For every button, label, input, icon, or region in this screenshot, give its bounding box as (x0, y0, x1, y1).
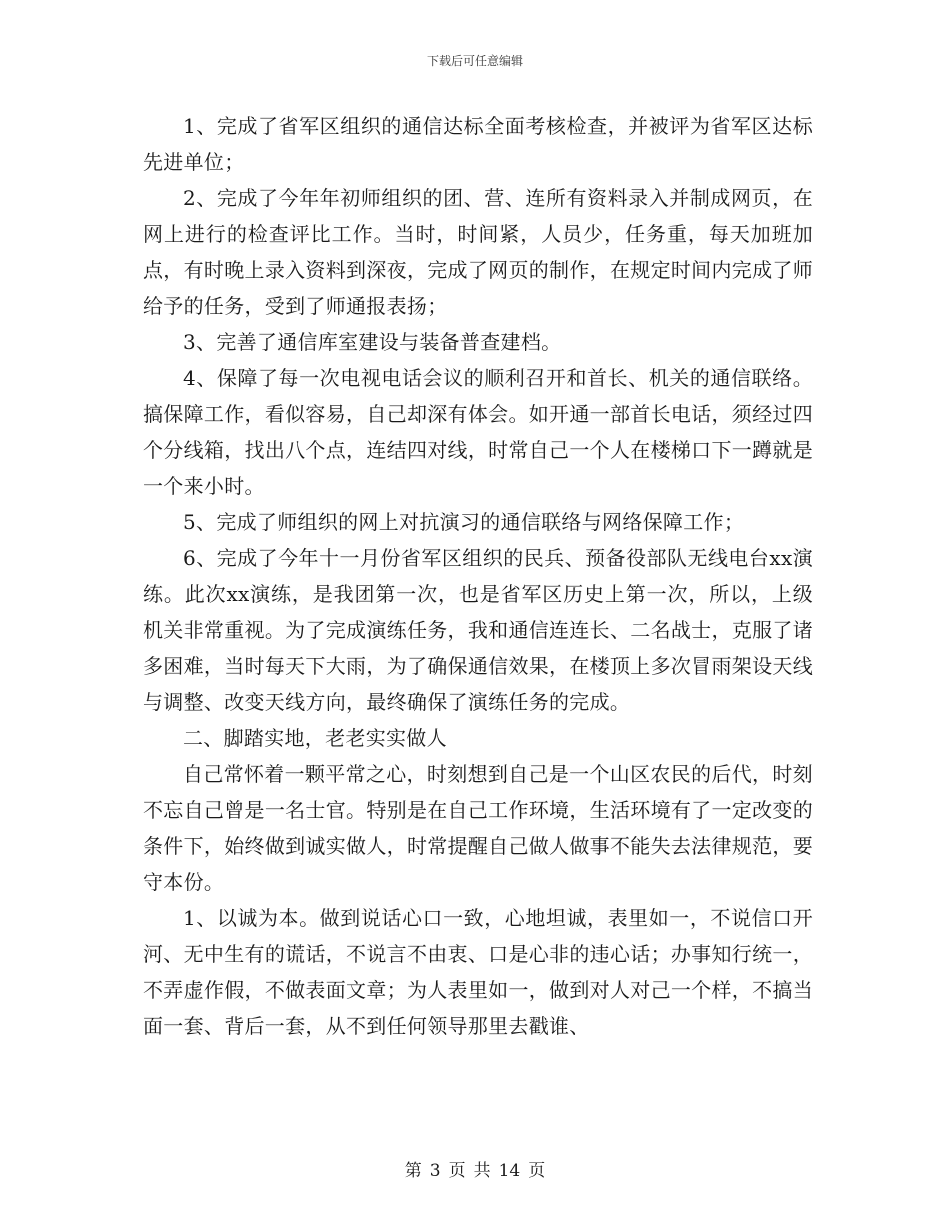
document-body (143, 108, 813, 1044)
footer-label-of: 页 (448, 1161, 466, 1181)
footer-label-page: 第 (404, 1161, 422, 1181)
section-heading: 二、脚踏实地，老老实实做人 (183, 726, 447, 750)
current-page-number: 3 (429, 1161, 441, 1181)
paragraph: 4、保障了每一次电视电话会议的顺利召开和首长、机关的通信联络。搞保障工作，看似容易，自己却深有体会。如开通一部首长电话，须经过四个分线箱，找出八个点，连结四对线，时常自己一个人在楼梯口下一蹲就是一个来小时。 (143, 366, 813, 498)
paragraph: 1、以诚为本。做到说话心口一致，心地坦诚，表里如一，不说信口开河、无中生有的谎话，不说言不由衷、口是心非的违心话；办事知行统一，不弄虚作假，不做表面文章；为人表里如一，做到对人对己一个样，不搞当面一套、背后一套，从不到任何领导那里去戳谁、 (143, 906, 813, 1038)
page-header: 下载后可任意编辑 (426, 54, 523, 68)
paragraph: 1、完成了省军区组织的通信达标全面考核检查，并被评为省军区达标先进单位； (143, 114, 813, 174)
footer-label-page-end: 页 (528, 1161, 546, 1181)
footer-label-total: 共 (473, 1161, 491, 1181)
paragraph: 3、完善了通信库室建设与装备普查建档。 (183, 330, 562, 354)
page-footer (0, 1156, 950, 1181)
paragraph: 6、完成了今年十一月份省军区组织的民兵、预备役部队无线电台xx演练。此次xx演练，是我团第一次，也是省军区历史上第一次，所以，上级机关非常重视。为了完成演练任务，我和通信连连长、二名战士，克服了诸多困难，当时每天下大雨，为了确保通信效果，在楼顶上多次冒雨架设天线与调整、改变天线方向，最终确保了演练任务的完成。 (143, 546, 813, 714)
paragraph: 自己常怀着一颗平常之心，时刻想到自己是一个山区农民的后代，时刻不忘自己曾是一名士官。特别是在自己工作环境，生活环境有了一定改变的条件下，始终做到诚实做人，时常提醒自己做人做事不能失去法律规范，要守本份。 (143, 762, 813, 894)
paragraph: 5、完成了师组织的网上对抗演习的通信联络与网络保障工作； (183, 510, 745, 534)
total-pages-number: 14 (498, 1161, 521, 1181)
paragraph: 2、完成了今年年初师组织的团、营、连所有资料录入并制成网页，在网上进行的检查评比工作。当时，时间紧，人员少，任务重，每天加班加点，有时晚上录入资料到深夜，完成了网页的制作，在规定时间内完成了师给予的任务，受到了师通报表扬； (143, 186, 813, 318)
